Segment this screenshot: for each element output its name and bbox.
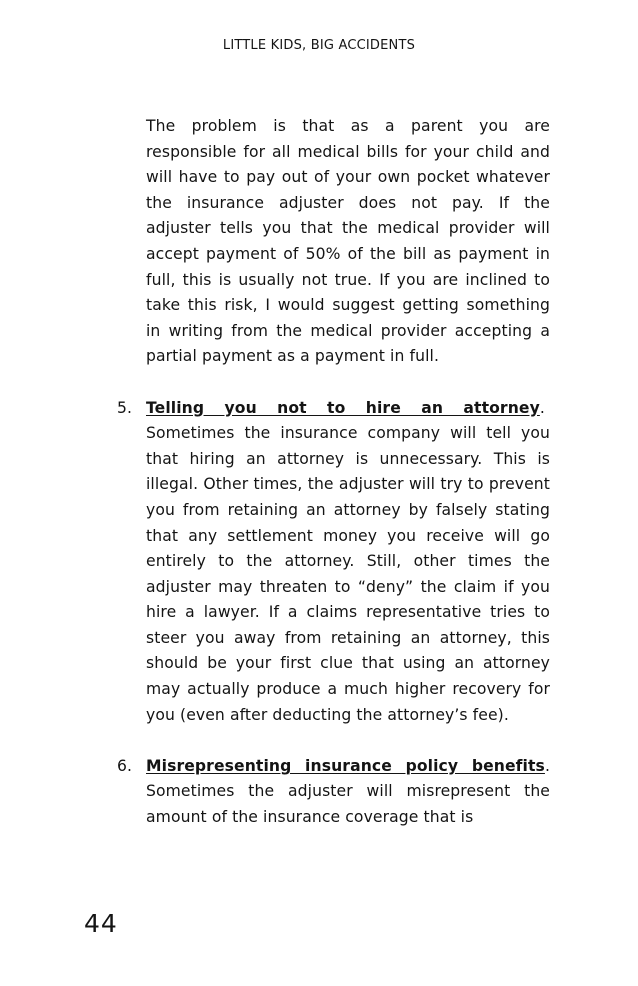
list-item-title-period: . (539, 398, 545, 417)
list-item-number: 6. (117, 756, 133, 775)
list-item-title-period: . (544, 756, 550, 775)
list-item-text: Sometimes the insurance company will tell you that hiring an attorney is unnecessary. This is illegal. Other times, the adjuster will try to prevent you from retaining an attorney by falsely stating that any settlement money you receive will go entirely to the attorney. Still, other times the adjuster may threaten to “deny” the claim if you hire a lawyer. If a claims representative tries to steer you away from retaining an attorney, this should be your first clue that using an attorney may actually produce a much higher recovery for you (even after deducting the attorney’s fee). (146, 424, 550, 724)
running-header: LITTLE KIDS, BIG ACCIDENTS (222, 38, 416, 53)
list-item-6 (117, 754, 550, 831)
list-item-number: 5. (117, 398, 133, 417)
intro-paragraph: The problem is that as a parent you are responsible for all medical bills for your child and will have to pay out of your own pocket whatever the insurance adjuster does not pay. If the adjuster tells you that the medical provider will accept payment of 50% of the bill as payment in full, this is usually not true. If you are inclined to take this risk, I would suggest getting something in writing from the medical provider accepting a partial payment as a payment in full. (146, 117, 550, 366)
list-item-5 (117, 396, 550, 729)
page-body (117, 114, 550, 831)
list-item-text: Sometimes the adjuster will misrepresent the amount of the insurance coverage that is (146, 782, 550, 827)
list-item-title: Misrepresenting insurance policy benefits (146, 756, 545, 775)
list-item-title: Telling you not to hire an attorney (146, 398, 540, 417)
page-number: 44 (84, 909, 118, 938)
